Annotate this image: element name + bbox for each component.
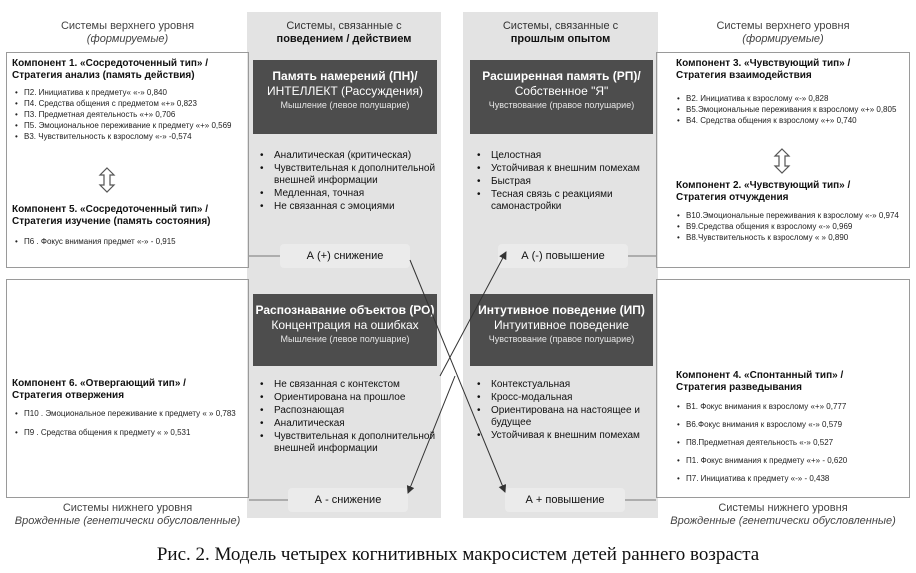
component-2-title: Компонент 2. «Чувствующий тип» / Стратегия отчуждения	[676, 180, 851, 203]
list-item: • В3. Чувствительность к взрослому «-» -0,574	[14, 132, 244, 142]
header-bottom-left: Системы нижнего уровня Врожденные (генетически обусловленные)	[14, 502, 241, 527]
header-experience-column: Системы, связанные с прошлым опытом	[502, 20, 619, 45]
list-item: • Аналитическая (критическая)	[256, 150, 436, 162]
list-item: • П5. Эмоциональное переживание к предмету «+» 0,569	[14, 121, 244, 131]
list-item: • Контекстуальная	[473, 379, 653, 391]
list-item: • В2. Инициатива к взрослому «-» 0,828	[676, 94, 908, 104]
list-item: • П7. Инициатива к предмету «-» - 0,438	[676, 474, 908, 484]
list-item: • П1. Фокус внимания к предмету «+» - 0,620	[676, 456, 908, 466]
pill-a-plus-decrease: А (+) снижение	[280, 244, 410, 268]
list-item: • П9 . Средства общения к предмету « » 0,531	[14, 428, 244, 438]
list-item: • Быстрая	[473, 176, 653, 188]
list-item: • Аналитическая	[256, 418, 436, 430]
list-item: • Чувствительная к дополнительной внешней информации	[256, 431, 436, 455]
list-item: • П4. Средства общения с предметом «+» 0,823	[14, 99, 244, 109]
list-item: • В10.Эмоциональные переживания к взрослому «-» 0,974	[676, 211, 908, 221]
list-item: • В1. Фокус внимания к взрослому «+» 0,777	[676, 402, 908, 412]
header-top-right: Системы верхнего уровня (формируемые)	[716, 20, 850, 45]
list-item: • В9.Средства общения к взрослому «-» 0,969	[676, 222, 908, 232]
list-item: • Ориентирована на прошлое	[256, 392, 436, 404]
component-5-title: Компонент 5. «Сосредоточенный тип» / Стратегия изучение (память состояния)	[12, 204, 211, 227]
pill-a-plus-increase: А + повышение	[505, 488, 625, 512]
cross-arrow	[410, 260, 505, 492]
component-4-title: Компонент 4. «Спонтанный тип» / Стратегия разведывания	[676, 370, 844, 393]
list-item: • П3. Предметная деятельность «+» 0,706	[14, 110, 244, 120]
list-item: • Не связанная с эмоциями	[256, 201, 436, 213]
pill-a-minus-decrease: А - снижение	[288, 488, 408, 512]
list-item: • В4. Средства общения к взрослому «+» 0,740	[676, 116, 908, 126]
list-item: • Тесная связь с реакциями самонастройки	[473, 189, 653, 213]
figure-caption: Рис. 2. Модель четырех когнитивных макросистем детей раннего возраста	[156, 544, 760, 565]
box-extended-memory: Расширенная память (РП)/ Собственное "Я" Чувствование (правое полушарие)	[470, 60, 653, 134]
list-item: • Целостная	[473, 150, 653, 162]
box-intention-memory: Память намерений (ПН)/ ИНТЕЛЛЕКТ (Рассуждения) Мышление (левое полушарие)	[253, 60, 437, 134]
list-item: • Ориентирована на настоящее и будущее	[473, 405, 653, 429]
cross-arrow	[408, 376, 455, 493]
list-item: • Распознающая	[256, 405, 436, 417]
list-item: • В8.Чувствительность к взрослому « » 0,890	[676, 233, 908, 243]
list-item: • В5.Эмоциональные переживания к взрослому «+» 0,805	[676, 105, 908, 115]
list-item: • Медленная, точная	[256, 188, 436, 200]
list-item: • Устойчивая к внешним помехам	[473, 163, 653, 175]
list-item: • Не связанная с контекстом	[256, 379, 436, 391]
header-top-left: Системы верхнего уровня (формируемые)	[60, 20, 195, 45]
component-1-title: Компонент 1. «Сосредоточенный тип» / Стратегия анализ (память действия)	[12, 58, 209, 81]
list-item: • В6.Фокус внимания к взрослому «-» 0,579	[676, 420, 908, 430]
list-item: • П2. Инициатива к предмету« «-» 0,840	[14, 88, 244, 98]
cross-arrow	[440, 252, 506, 376]
list-item: • Кросс-модальная	[473, 392, 653, 404]
list-item: • Чувствительная к дополнительной внешней информации	[256, 163, 436, 187]
header-behavior-column: Системы, связанные с поведением / действием	[276, 20, 412, 45]
list-item: • Устойчивая к внешним помехам	[473, 430, 653, 442]
list-item: • П6 . Фокус внимания предмет «-» - 0,915	[14, 237, 244, 247]
list-item: • П8.Предметная деятельность «-» 0,527	[676, 438, 908, 448]
component-3-title: Компонент 3. «Чувствующий тип» / Стратегия взаимодействия	[676, 58, 851, 81]
component-6-title: Компонент 6. «Отвергающий тип» / Стратегия отвержения	[12, 378, 186, 401]
box-object-recognition: Распознавание объектов (РО) Концентрация на ошибках Мышление (левое полушарие)	[253, 294, 437, 366]
box-intuitive-behavior: Интутивное поведение (ИП) Интуитивное поведение Чувствование (правое полушарие)	[470, 294, 653, 366]
header-bottom-right: Системы нижнего уровня Врожденные (генетически обусловленные)	[670, 502, 896, 527]
list-item: • П10 . Эмоциональное переживание к предмету « » 0,783	[14, 409, 244, 419]
pill-a-minus-increase: А (-) повышение	[498, 244, 628, 268]
